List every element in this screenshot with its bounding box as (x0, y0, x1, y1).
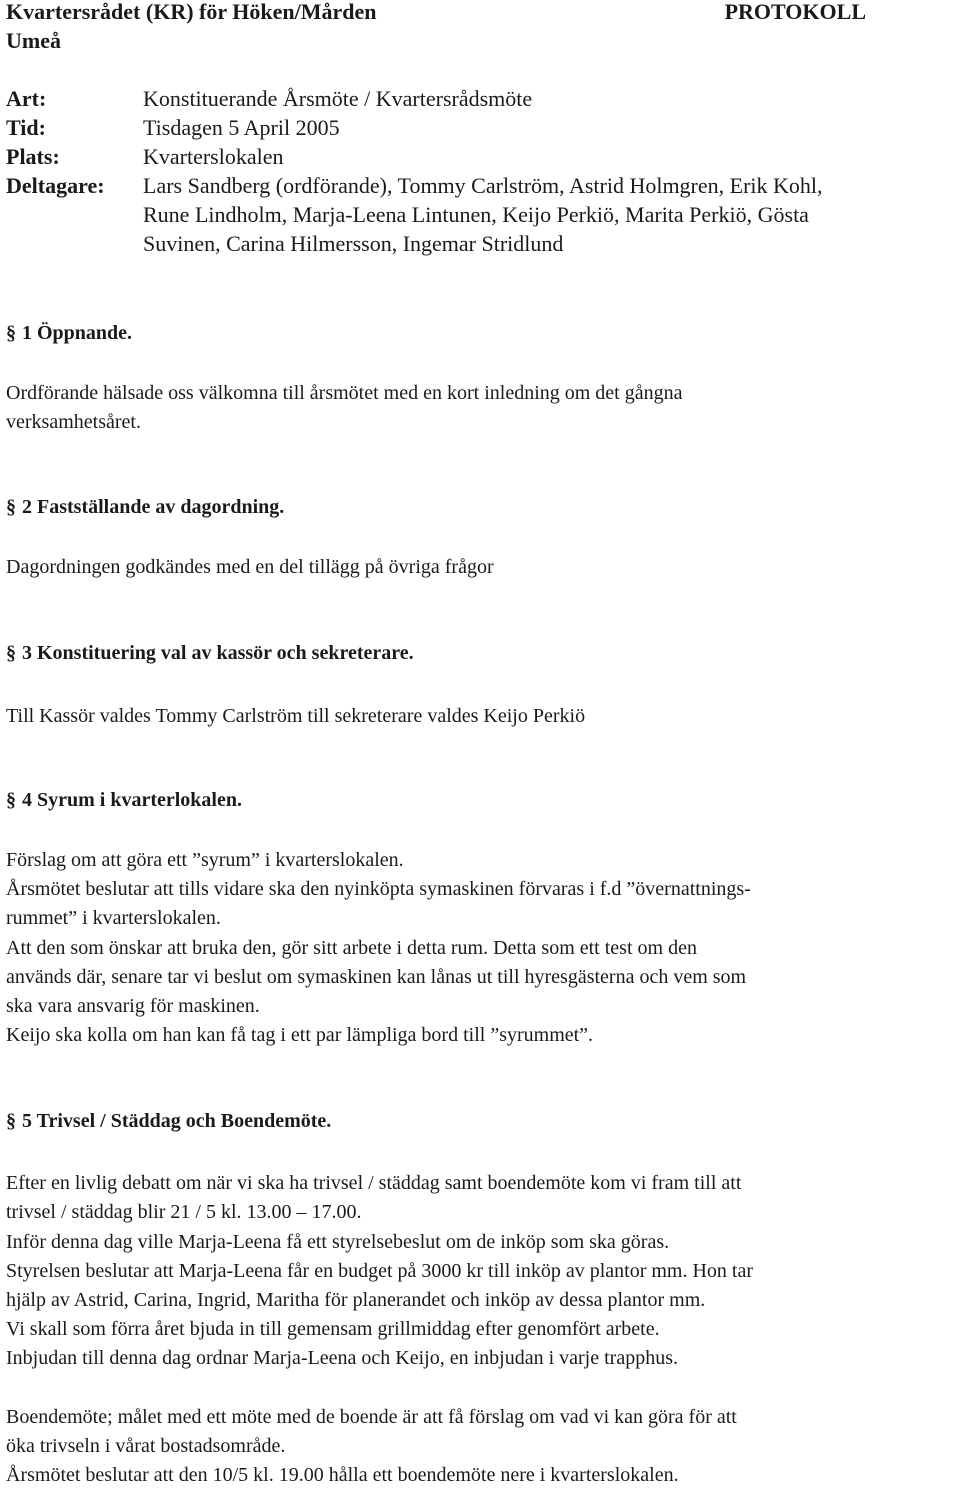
paragraph-line: öka trivseln i vårat bostadsområde. (6, 1435, 286, 1457)
participants-line: Suvinen, Carina Hilmersson, Ingemar Stridlund (143, 231, 564, 256)
paragraph-line: verksamhetsåret. (6, 411, 141, 433)
section-title: 3 Konstituering val av kassör och sekreterare. (22, 642, 414, 664)
organization-city: Umeå (6, 28, 61, 53)
paragraph-line: Årsmötet beslutar att den 10/5 kl. 19.00 hålla ett boendemöte nere i kvarterslokalen. (6, 1464, 679, 1486)
participants-line: Lars Sandberg (ordförande), Tommy Carlström, Astrid Holmgren, Erik Kohl, (143, 173, 823, 198)
section-heading-3 (6, 642, 414, 665)
section-title: 5 Trivsel / Städdag och Boendemöte. (22, 1110, 332, 1132)
paragraph-line: trivsel / städdag blir 21 / 5 kl. 13.00 – 17.00. (6, 1201, 362, 1223)
meta-row-plats (6, 142, 284, 171)
paragraph-line: Styrelsen beslutar att Marja-Leena får en budget på 3000 kr till inköp av plantor mm. Hon tar (6, 1260, 754, 1282)
paragraph-line: Inför denna dag ville Marja-Leena få ett styrelsebeslut om de inköp som ska göras. (6, 1231, 670, 1253)
paragraph-line: Dagordningen godkändes med en del tillägg på övriga frågor (6, 556, 494, 578)
section-heading-4 (6, 789, 242, 812)
meta-value-tid: Tisdagen 5 April 2005 (143, 115, 340, 140)
meta-row-tid (6, 113, 340, 142)
paragraph-line: Förslag om att göra ett ”syrum” i kvarterslokalen. (6, 849, 404, 871)
paragraph-line: används där, senare tar vi beslut om symaskinen kan lånas ut till hyresgästerna och vem som (6, 966, 747, 988)
section-heading-5 (6, 1110, 331, 1133)
paragraph-line: Keijo ska kolla om han kan få tag i ett par lämpliga bord till ”syrummet”. (6, 1024, 594, 1046)
paragraph-line: Boendemöte; målet med ett möte med de boende är att få förslag om vad vi kan göra för att (6, 1406, 737, 1428)
meta-label-plats: Plats: (6, 144, 60, 169)
section-title: 2 Fastställande av dagordning. (22, 496, 285, 518)
section-symbol: § (6, 1110, 16, 1132)
meta-label-tid: Tid: (6, 115, 46, 140)
section-symbol: § (6, 496, 16, 518)
document-type: PROTOKOLL (724, 0, 866, 24)
participants-line: Rune Lindholm, Marja-Leena Lintunen, Keijo Perkiö, Marita Perkiö, Gösta (143, 202, 809, 227)
section-title: 4 Syrum i kvarterlokalen. (22, 789, 242, 811)
paragraph-line: Ordförande hälsade oss välkomna till årsmötet med en kort inledning om det gångna (6, 382, 683, 404)
meta-value-art: Konstituerande Årsmöte / Kvartersrådsmöte (143, 86, 533, 111)
section-symbol: § (6, 789, 16, 811)
meta-label-deltagare: Deltagare: (6, 173, 105, 198)
section-title: 1 Öppnande. (22, 322, 133, 344)
paragraph-line: hjälp av Astrid, Carina, Ingrid, Maritha för planerandet och inköp av dessa plantor mm. (6, 1289, 706, 1311)
paragraph-line: Att den som önskar att bruka den, gör sitt arbete i detta rum. Detta som ett test om den (6, 937, 697, 959)
paragraph-line: ska vara ansvarig för maskinen. (6, 995, 260, 1017)
meta-row-deltagare (6, 171, 823, 200)
section-heading-1 (6, 322, 132, 345)
meta-label-art: Art: (6, 86, 47, 111)
paragraph-line: Efter en livlig debatt om när vi ska ha trivsel / städdag samt boendemöte kom vi fram till att (6, 1172, 742, 1194)
section-heading-2 (6, 496, 284, 519)
meta-value-plats: Kvarterslokalen (143, 144, 284, 169)
meta-row-art (6, 84, 532, 113)
paragraph-line: Till Kassör valdes Tommy Carlström till sekreterare valdes Keijo Perkiö (6, 705, 586, 727)
organization-name: Kvartersrådet (KR) för Höken/Mården (6, 0, 377, 24)
paragraph-line: Vi skall som förra året bjuda in till gemensam grillmiddag efter genomfört arbete. (6, 1318, 660, 1340)
paragraph-line: rummet” i kvarterslokalen. (6, 907, 221, 929)
section-symbol: § (6, 642, 16, 664)
section-symbol: § (6, 322, 16, 344)
paragraph-line: Inbjudan till denna dag ordnar Marja-Leena och Keijo, en inbjudan i varje trapphus. (6, 1347, 678, 1369)
paragraph-line: Årsmötet beslutar att tills vidare ska den nyinköpta symaskinen förvaras i f.d ”övernattnings- (6, 878, 751, 900)
